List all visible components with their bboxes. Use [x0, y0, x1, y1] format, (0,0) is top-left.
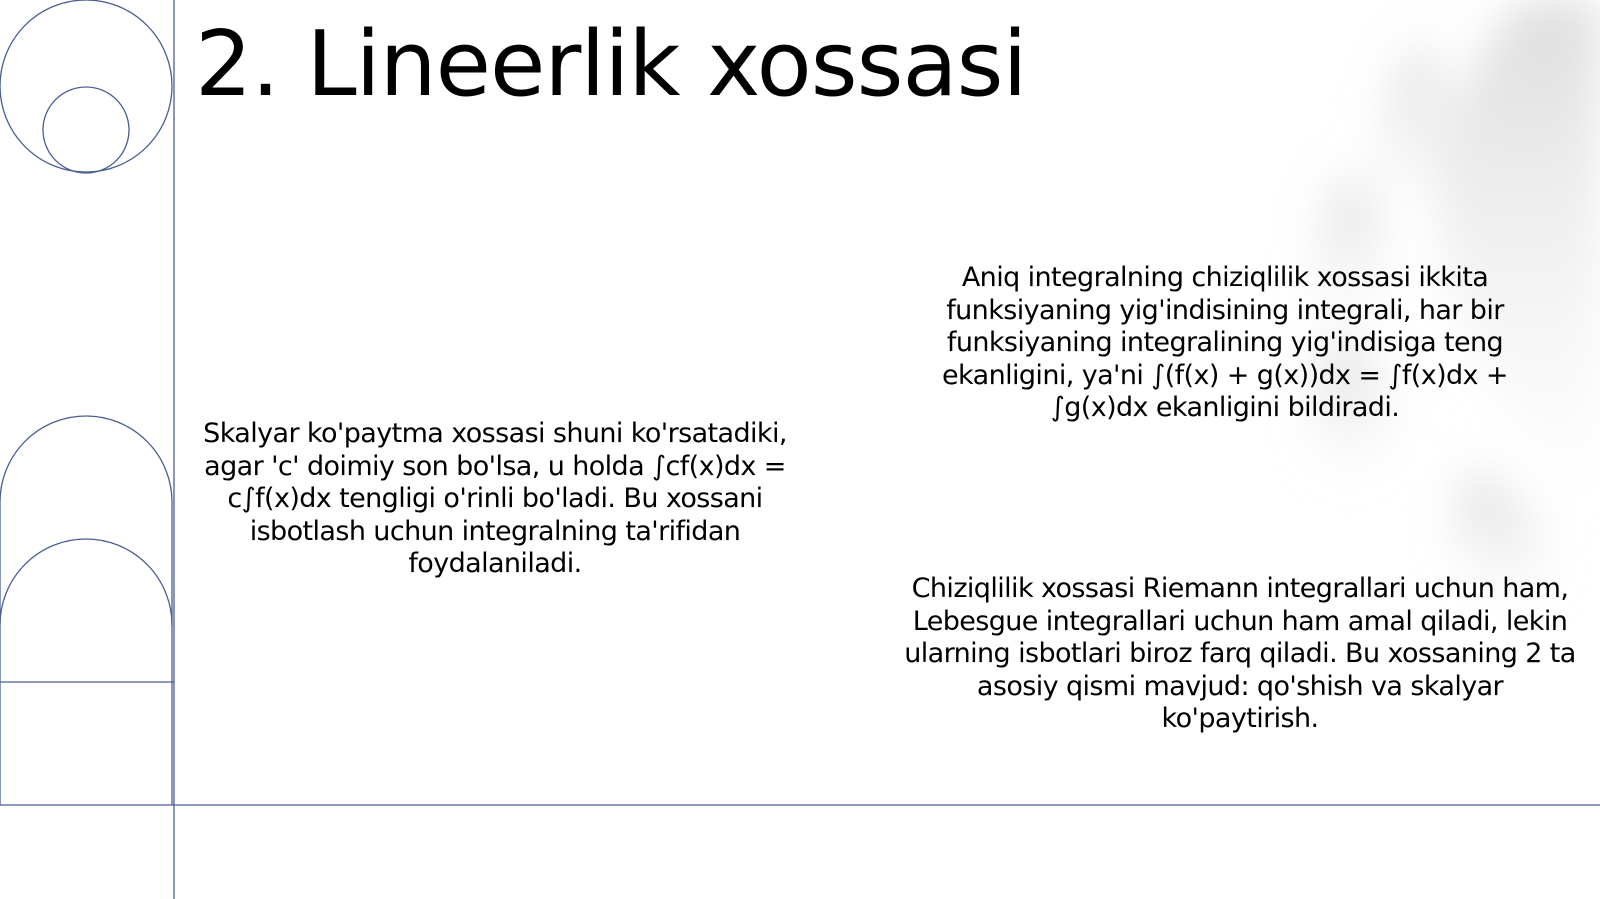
upper-arch-ornament	[0, 416, 172, 805]
slide-title: 2. Lineerlik xossasi	[195, 12, 1027, 117]
small-circle-ornament	[43, 87, 129, 173]
paragraph-linearity-definition: Aniq integralning chiziqlilik xossasi ikkita funksiyaning yig'indisining integrali, har bir funksiyaning integralining yig'indisiga teng ekanligini, ya'ni ∫(f(x) + g(x))dx = ∫f(x)dx + ∫g(x)dx ekanligini bildiradi.	[942, 262, 1508, 423]
lower-arch-ornament	[0, 539, 172, 625]
large-circle-ornament	[0, 0, 172, 172]
paragraph-riemann-lebesgue: Chiziqlilik xossasi Riemann integrallari uchun ham, Lebesgue integrallari uchun ham amal qiladi, lekin ularning isbotlari biroz farq qiladi. Bu xossaning 2 ta asosiy qismi mavjud: qo'shish va skalyar ko'paytirish.	[904, 573, 1576, 734]
paragraph-scalar-multiplication: Skalyar ko'paytma xossasi shuni ko'rsatadiki, agar 'c' doimiy son bo'lsa, u holda ∫cf(x)dx = c∫f(x)dx tengligi o'rinli bo'ladi. Bu xossani isbotlash uchun integralning ta'rifidan foydalaniladi.	[203, 418, 787, 579]
